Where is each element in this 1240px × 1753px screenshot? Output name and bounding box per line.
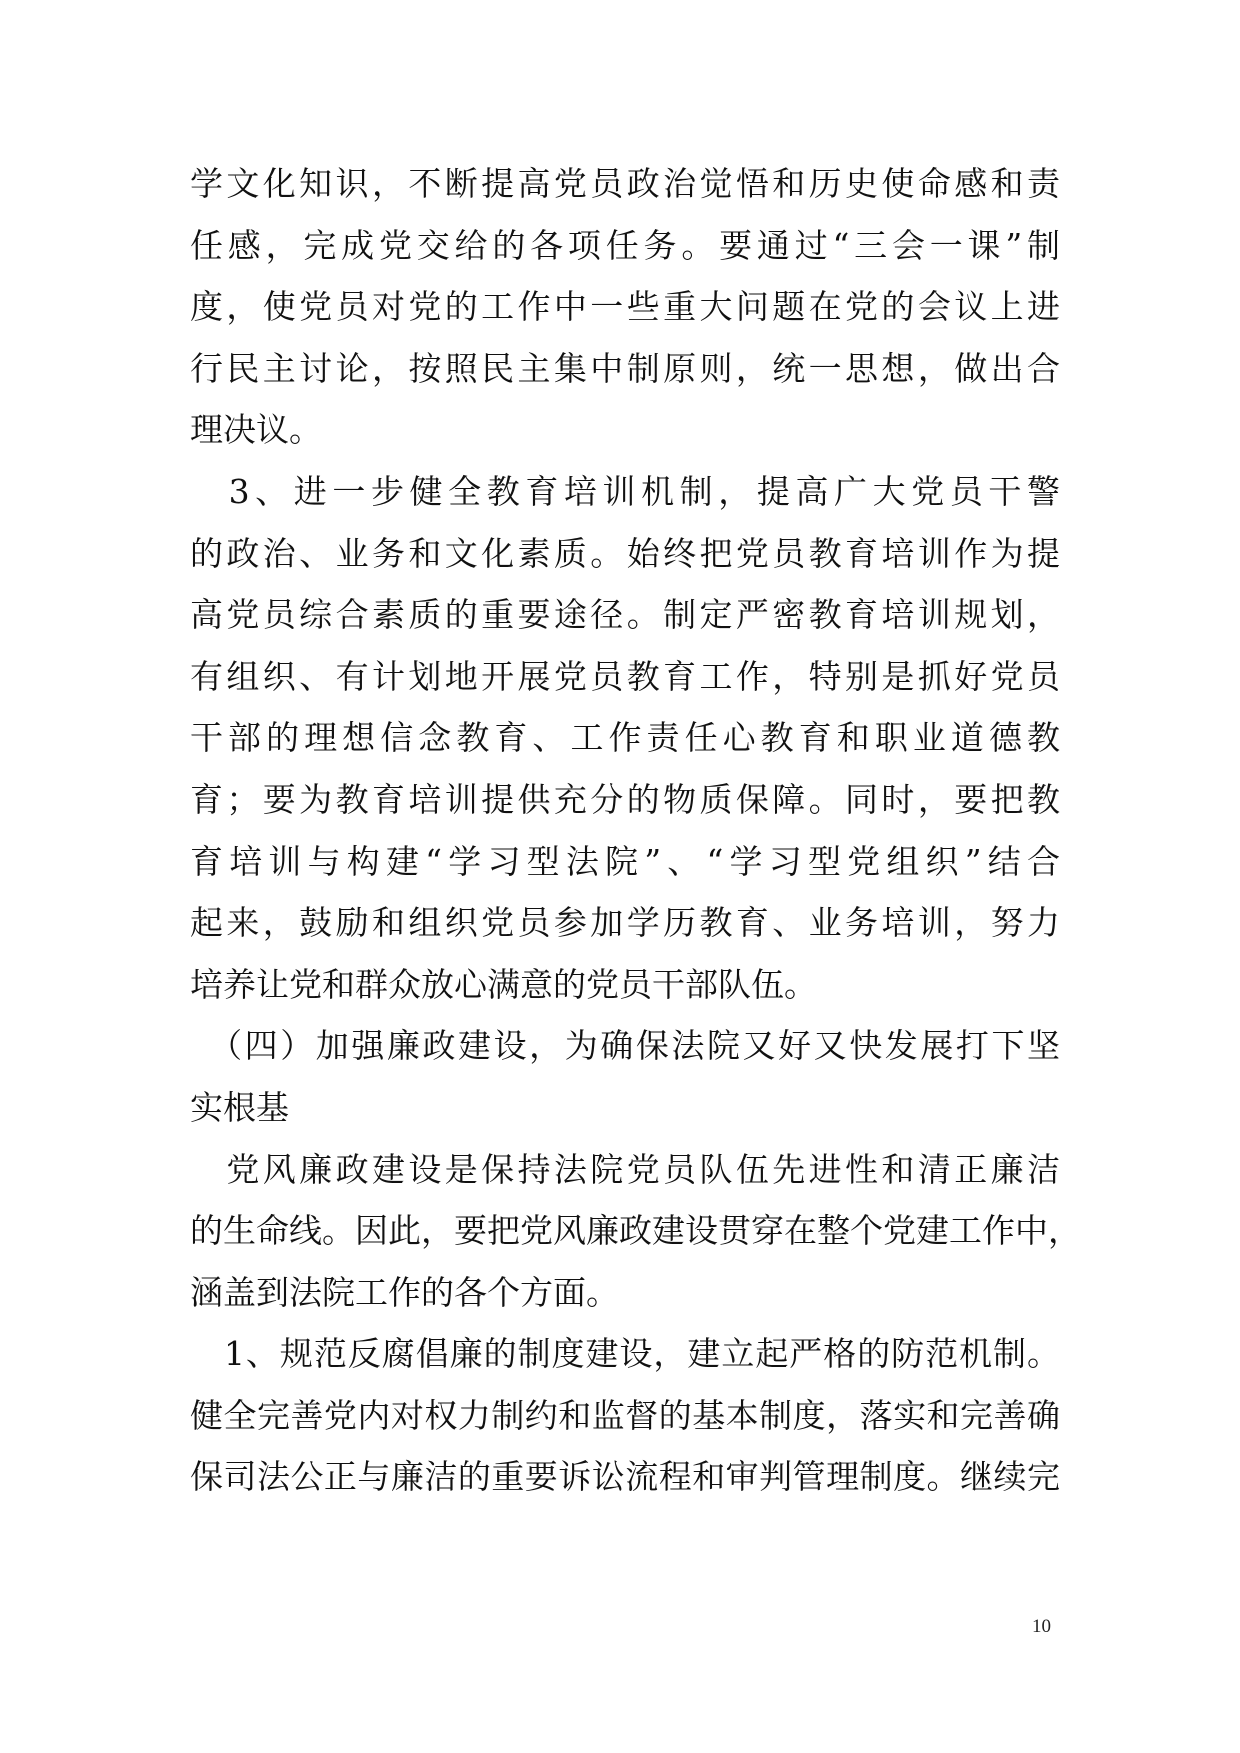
text-line: 理决议。 (190, 410, 322, 450)
text-line: 的生命线。因此，要把党风廉政建设贯穿在整个党建工作中， (190, 1211, 1081, 1251)
text-line: 有组织、有计划地开展党员教育工作，特别是抓好党员 (190, 656, 1060, 696)
text-line: 育培训与构建“学习型法院”、“学习型党组织”结合 (190, 841, 1060, 881)
text-line: 行民主讨论，按照民主集中制原则，统一思想，做出合 (190, 348, 1060, 388)
text-line: 的政治、业务和文化素质。始终把党员教育培训作为提 (190, 533, 1060, 573)
text-line: 学文化知识，不断提高党员政治觉悟和历史使命感和责 (190, 164, 1060, 203)
text-line: 保司法公正与廉洁的重要诉讼流程和审判管理制度。继续完 (190, 1457, 1060, 1497)
text-line: 度，使党员对党的工作中一些重大问题在党的会议上进 (190, 287, 1060, 327)
text-line: 任感，完成党交给的各项任务。要通过“三会一课”制 (190, 225, 1060, 265)
document-body (190, 153, 1081, 1508)
section-heading-line: 实根基 (190, 1087, 289, 1127)
text-line: 育；要为教育培训提供充分的物质保障。同时，要把教 (190, 779, 1060, 819)
text-line: 培养让党和群众放心满意的党员干部队伍。 (190, 964, 817, 1004)
text-line: 党风廉政建设是保持法院党员队伍先进性和清正廉洁 (190, 1149, 1060, 1189)
section-heading-line: （四）加强廉政建设，为确保法院又好又快发展打下坚 (190, 1026, 1060, 1066)
text-line: 1、规范反腐倡廉的制度建设，建立起严格的防范机制。 (190, 1334, 1060, 1374)
text-line: 健全完善党内对权力制约和监督的基本制度，落实和完善确 (190, 1395, 1060, 1435)
text-line: 3、进一步健全教育培训机制，提高广大党员干警 (190, 471, 1060, 511)
page-number: 10 (1032, 1616, 1051, 1637)
text-line: 干部的理想信念教育、工作责任心教育和职业道德教 (190, 718, 1060, 758)
text-line: 起来，鼓励和组织党员参加学历教育、业务培训，努力 (190, 903, 1060, 943)
text-line: 涵盖到法院工作的各个方面。 (190, 1272, 619, 1312)
text-line: 高党员综合素质的重要途径。制定严密教育培训规划， (190, 595, 1060, 635)
